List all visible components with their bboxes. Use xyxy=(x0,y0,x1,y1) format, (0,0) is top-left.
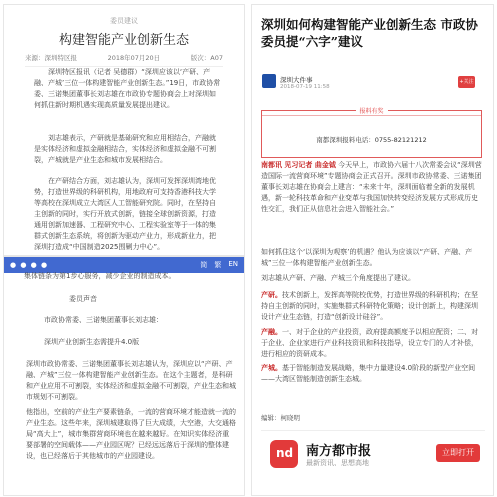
mobile-article-panel xyxy=(251,4,494,496)
article-title: 深圳如何构建智能产业创新生态 市政协委员提“六字”建议 xyxy=(261,17,478,49)
speaker-line: 市政协常委、三诺集团董事长刘志雄： xyxy=(44,316,163,324)
web-article-panel xyxy=(3,256,245,496)
lang-traditional-link[interactable]: 繁 xyxy=(214,261,222,269)
article-paragraph: 他指出，空前的产业生产要素链条，一流的营商环境才能造就一流的产业生态。这些年来，深圳城建取得了巨大成绩，大空港，大交通格局“高大上”，城市集群营商环境也在越来越好。在知识实体经济重要部署的空间载体——产业园区呢？已经远远落后于深圳的整体建设，也已经落后于其他城市的产业园建设。 xyxy=(26,408,236,460)
article-paragraph: 深圳特区报讯（记者 吴德群）“深圳应该以‘产研、产融、产城’三位一体构建智能产业创新生态。”19日，市政协常委、三诺集团董事长刘志雄在市政协专题协商会上对深圳如何抓住新时期机遇实现高质量发展提出建议。 xyxy=(34,68,221,109)
editor-credit: 编辑：柯晓明 xyxy=(261,414,300,422)
article-paragraph xyxy=(261,160,483,215)
tip-box-divider xyxy=(262,115,481,116)
subheading: 委员声音 xyxy=(69,295,97,303)
publish-date: 2018-07-19 11:58 xyxy=(280,84,330,90)
meta-source: 来源：深圳特区报 xyxy=(25,54,77,62)
article-paragraph xyxy=(261,247,483,269)
tip-box-tag: 报料有奖 xyxy=(355,106,387,115)
paragraph-text: 今天早上，市政协六届十八次常委会议“深圳营造国际一流营商环境”专题协商会正式召开。深圳市政协常委、三诺集团董事长刘志雄在协商会上建言：“未来十年，深圳面临着全新的发展机遇，新一轮科技革命和产业变革与我国加快转变经济发展方式形成历史性交汇，我们正从信息社会进入智能社会。” xyxy=(261,161,482,213)
article-paragraph xyxy=(261,327,483,360)
article-meta xyxy=(25,53,223,67)
paragraph-text: 一、对于企业的产业投资，政府提高额度予以相应配资；二、对于企业、企业家进行产业科技资讯和科技指导，设立专门的人才补偿，进行相应的资研成本。 xyxy=(261,328,478,358)
tip-phone-text: 南都深圳报料电话：0755-82121212 xyxy=(316,136,427,144)
article-paragraph: 刘志雄表示，产研就是基础研究和应用相结合，产融就是实体经济和虚拟金融相结合，实体经济和虚拟金融不可割裂，产城就是产业生态和城市发展相结合。 xyxy=(34,134,216,164)
paragraph-lead: 产融。 xyxy=(261,328,282,336)
article-paragraph: 深圳市政协常委、三诺集团董事长刘志雄认为，深圳应以“产研、产融、产城”三位一体构建智能产业创新生态。在这个主题者，是科研和产业应用不可割裂，实体经济和虚拟金融不可割裂，产业生态和城市规划不可割裂。 xyxy=(26,360,236,401)
article-paragraph xyxy=(261,273,483,284)
app-slogan: 最新资讯、思想高地 xyxy=(306,459,369,467)
paragraph-text: 如何抓住这个‘以深圳为观察’的机遇？他认为应该以“产研、产融、产城”三位一体构建智能产业创新生态。 xyxy=(261,248,473,267)
article-paragraph xyxy=(261,290,483,323)
paragraph-lead: 南都讯 见习记者 曲金钺 xyxy=(261,161,336,169)
meta-page: 版次：A07 xyxy=(190,54,223,62)
app-name: 南方都市报 xyxy=(306,444,372,459)
article-title: 构建智能产业创新生态 xyxy=(58,33,189,48)
language-links xyxy=(200,260,238,270)
lang-english-link[interactable]: EN xyxy=(228,260,238,268)
app-logo-icon xyxy=(270,440,298,468)
section-label: 委员建议 xyxy=(110,17,138,25)
article-paragraph xyxy=(261,363,483,385)
paragraph-text: 技术创新上，发挥高等院校优势，打造世界级的科研机构；在坚持自主创新的同时，实施集群式科研特化策略；设计创新上，构建深圳设计产业生态链，打造“创新设计硅谷”。 xyxy=(261,291,478,321)
paragraph-text: 刘志雄从产研、产融、产城三个角度提出了建议。 xyxy=(261,274,415,282)
publisher-avatar xyxy=(262,74,276,88)
article-line: 集体链条为第1步心服务，减少企业的制造成本。 xyxy=(24,272,176,280)
quote-heading: 深圳产业创新生态需提升4.0版 xyxy=(44,338,140,346)
app-logo-text: nd xyxy=(276,446,294,460)
tip-box xyxy=(261,110,482,158)
open-app-button[interactable]: 立即打开 xyxy=(436,444,480,462)
paragraph-text: 基于智能制造发展战略，集中力量建设4.0阶段的新型产业空间——大湾区智能制造创新生态城。 xyxy=(261,364,476,383)
lang-simplified-link[interactable]: 简 xyxy=(200,261,208,269)
paragraph-lead: 产研。 xyxy=(261,291,282,299)
paragraph-lead: 产城。 xyxy=(261,364,282,372)
article-paragraph: 在产研结合方面，刘志雄认为，深圳可发挥深圳湾地优势，打造世界级的科研机构，用地政府可支持香港科技大学等高校在深圳成立大湾区人工智能研究院。同时，在坚持自主创新的同时，实行开放式创新，链接全球创新资源，打造通用创新加速器、工程研究中心、工程实验室等于一体的集群式创新生态系统，将创新为驱动产业力，形成新业力，把深圳打造成“中国制造2025围剿力中心”。 xyxy=(34,177,216,251)
publisher-name: 深圳大件事 xyxy=(280,76,313,84)
meta-date: 2018年07月20日 xyxy=(107,54,161,62)
follow-button[interactable]: +关注 xyxy=(458,76,475,88)
app-download-banner[interactable] xyxy=(261,430,485,489)
nav-dots: ● ● ● ● xyxy=(10,261,49,269)
newspaper-article-panel xyxy=(3,4,245,256)
